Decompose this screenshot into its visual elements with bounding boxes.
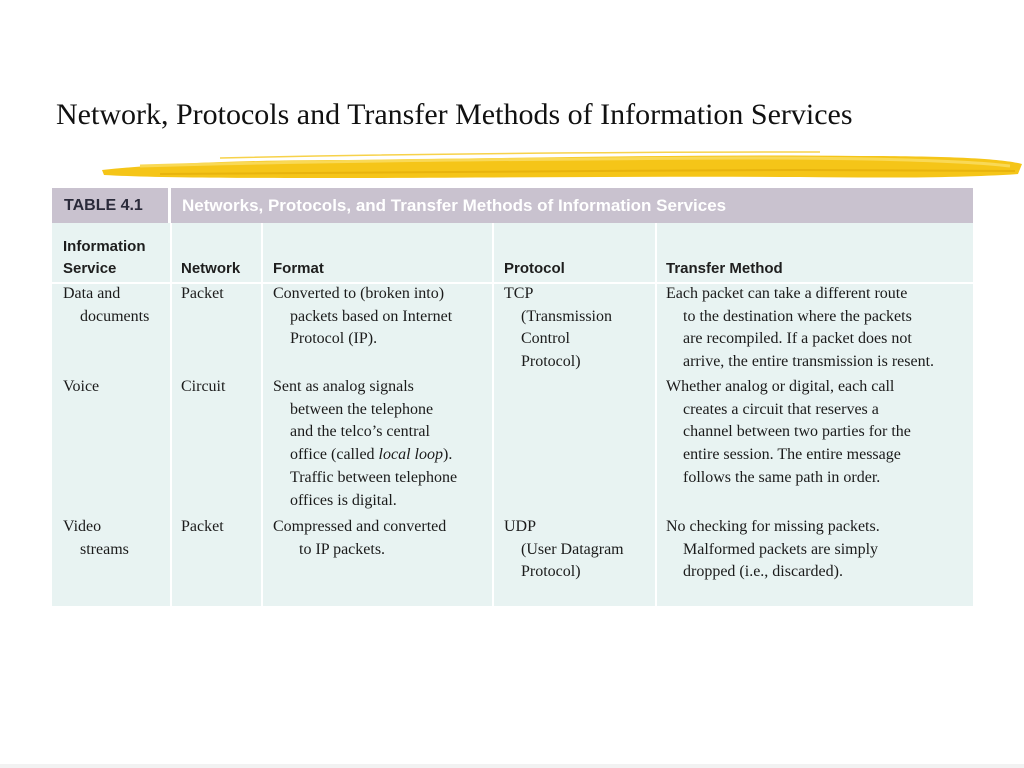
cell-line: streams: [80, 540, 129, 558]
header-service-line-1: Information: [63, 238, 146, 255]
cell-protocol: [504, 283, 612, 374]
cell-line: Whether analog or digital, each call: [666, 378, 895, 395]
cell-line: No checking for missing packets.: [666, 518, 880, 535]
cell-line: Malformed packets are simply: [683, 540, 879, 558]
cell-line: Control: [521, 330, 570, 348]
slide-title: Network, Protocols and Transfer Methods of Information Services: [56, 98, 853, 131]
header-service-line-2: Service: [63, 260, 117, 277]
cell-format: [273, 376, 457, 512]
column-divider: [655, 223, 657, 606]
column-divider: [261, 223, 263, 606]
cell-service: [63, 516, 129, 561]
cell-line: TCP: [504, 285, 534, 302]
cell-transfer-method: [666, 376, 911, 490]
cell-service: [63, 376, 99, 399]
cell-network: [181, 516, 224, 539]
cell-line: arrive, the entire transmission is resent.: [683, 353, 935, 371]
cell-line: Video: [63, 518, 102, 535]
highlight-brush-stroke: [100, 148, 1024, 188]
cell-line: and the telco’s central: [290, 423, 430, 441]
cell-line: Converted to (broken into): [273, 285, 445, 302]
cell-format: [273, 516, 446, 561]
cell-line: Voice: [63, 378, 100, 395]
cell-line: Protocol): [521, 563, 581, 581]
cell-line: [273, 444, 457, 467]
cell-line: to IP packets.: [299, 540, 386, 558]
cell-line: Traffic between telephone: [290, 468, 458, 486]
column-divider: [492, 223, 494, 606]
cell-network: [181, 283, 224, 306]
cell-line: Compressed and converted: [273, 518, 447, 535]
header-information-service: [63, 232, 146, 280]
header-network: Network: [181, 260, 241, 277]
cell-line: channel between two parties for the: [683, 423, 911, 441]
cell-text: ).: [442, 446, 453, 464]
cell-text: office (called: [290, 446, 379, 464]
cell-text-italic: local loop: [378, 446, 443, 464]
header-transfer-method: Transfer Method: [666, 260, 783, 277]
cell-network: [181, 376, 225, 399]
bottom-strip: [0, 764, 1024, 768]
cell-line: Packet: [181, 285, 224, 302]
header-format: Format: [273, 260, 324, 277]
cell-line: Data and: [63, 285, 121, 302]
cell-line: offices is digital.: [290, 491, 397, 509]
table-caption-label: TABLE 4.1: [64, 197, 143, 214]
cell-line: UDP: [504, 518, 537, 535]
table-figure: [52, 188, 973, 606]
cell-line: entire session. The entire message: [683, 446, 901, 464]
cell-line: dropped (i.e., discarded).: [683, 563, 843, 581]
cell-line: creates a circuit that reserves a: [683, 400, 879, 418]
cell-line: are recompiled. If a packet does not: [683, 330, 912, 348]
cell-line: packets based on Internet: [290, 307, 453, 325]
cell-line: follows the same path in order.: [683, 468, 881, 486]
cell-line: Protocol (IP).: [290, 330, 378, 348]
cell-line: Protocol): [521, 353, 581, 371]
cell-line: between the telephone: [290, 400, 434, 418]
cell-line: documents: [80, 307, 150, 325]
table-caption-bar: [52, 188, 973, 223]
cell-line: Sent as analog signals: [273, 378, 414, 395]
header-protocol: Protocol: [504, 260, 565, 277]
cell-line: to the destination where the packets: [683, 307, 912, 325]
cell-line: Circuit: [181, 378, 226, 395]
cell-protocol: [504, 516, 624, 584]
cell-line: Each packet can take a different route: [666, 285, 908, 302]
cell-line: Packet: [181, 518, 224, 535]
caption-divider: [168, 188, 171, 223]
cell-format: [273, 283, 452, 351]
cell-transfer-method: [666, 516, 880, 584]
column-divider: [170, 223, 172, 606]
cell-transfer-method: [666, 283, 934, 374]
cell-line: (User Datagram: [521, 540, 624, 558]
cell-service: [63, 283, 149, 328]
cell-line: (Transmission: [521, 307, 612, 325]
table-caption-title: Networks, Protocols, and Transfer Methods of Information Services: [182, 196, 727, 215]
